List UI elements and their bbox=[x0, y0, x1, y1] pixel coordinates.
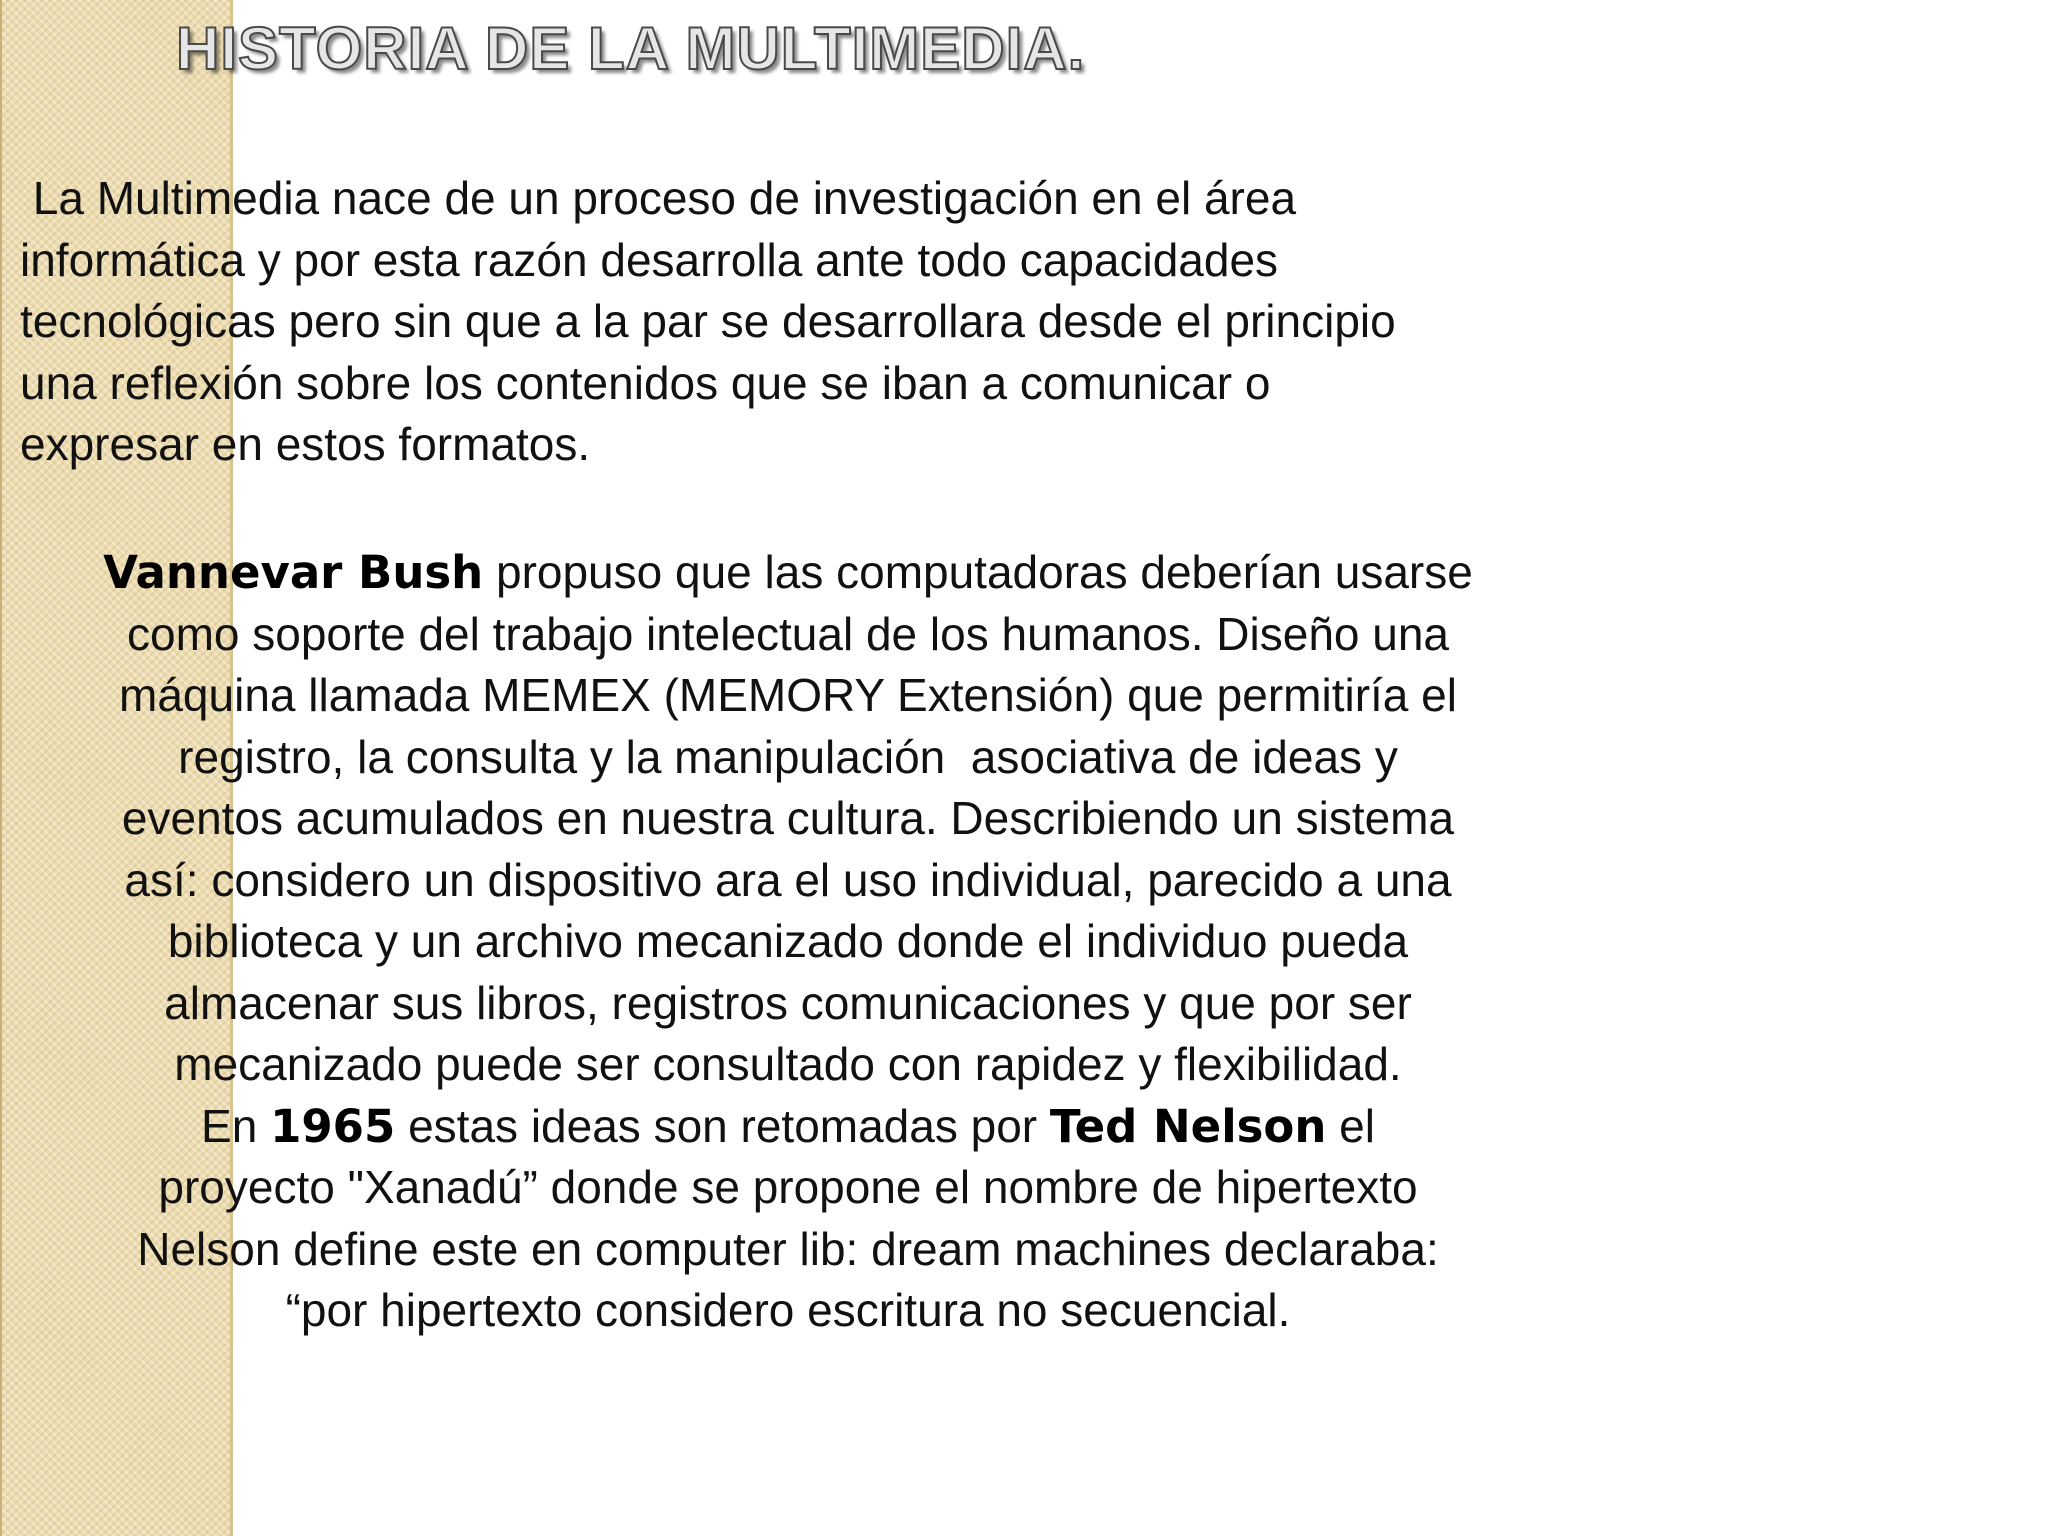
text-line: almacenar sus libros, registros comunicaciones y que por ser bbox=[164, 976, 1412, 1029]
slide-title: HISTORIA DE LA MULTIMEDIA. bbox=[176, 15, 1086, 82]
text-line: expresar en estos formatos. bbox=[20, 418, 591, 470]
text-line: registro, la consulta y la manipulación asociativa de ideas y bbox=[178, 730, 1398, 783]
text-line: tecnológicas pero sin que a la par se desarrollara desde el principio bbox=[20, 295, 1396, 347]
text-line bbox=[18, 1096, 1558, 1158]
text-line: proyecto "Xanadú” donde se propone el nombre de hipertexto bbox=[158, 1161, 1418, 1213]
text-line: así: considero un dispositivo ara el uso individual, parecido a una bbox=[124, 853, 1452, 906]
intro-paragraph bbox=[20, 168, 1580, 476]
year-1965: 1965 bbox=[270, 1099, 396, 1153]
text-line: una reflexión sobre los contenidos que se iban a comunicar o bbox=[20, 356, 1271, 409]
text-segment: el bbox=[1326, 1099, 1375, 1152]
text-line: “por hipertexto considero escritura no secuencial. bbox=[285, 1284, 1291, 1336]
text-line: biblioteca y un archivo mecanizado donde el individuo pueda bbox=[167, 915, 1409, 967]
text-line bbox=[18, 542, 1558, 604]
text-segment: estas ideas son retomadas por bbox=[395, 1099, 1050, 1152]
person-name-bush: Vannevar Bush bbox=[103, 546, 484, 599]
text-line: La Multimedia nace de un proceso de investigación en el área bbox=[20, 172, 1297, 224]
text-segment: propuso que las computadoras deberían usarse bbox=[483, 546, 1473, 598]
person-name-nelson: Ted Nelson bbox=[1049, 1099, 1327, 1153]
text-line: eventos acumulados en nuestra cultura. Describiendo un sistema bbox=[121, 792, 1455, 844]
text-segment: En bbox=[201, 1099, 271, 1152]
history-paragraph bbox=[18, 542, 1558, 1342]
text-line: Nelson define este en computer lib: dream machines declaraba: bbox=[137, 1222, 1439, 1275]
text-line: máquina llamada MEMEX (MEMORY Extensión) que permitiría el bbox=[119, 669, 1457, 721]
text-line: informática y por esta razón desarrolla ante todo capacidades bbox=[20, 233, 1279, 286]
text-line: mecanizado puede ser consultado con rapidez y flexibilidad. bbox=[174, 1038, 1402, 1090]
text-line: como soporte del trabajo intelectual de los humanos. Diseño una bbox=[126, 607, 1450, 660]
